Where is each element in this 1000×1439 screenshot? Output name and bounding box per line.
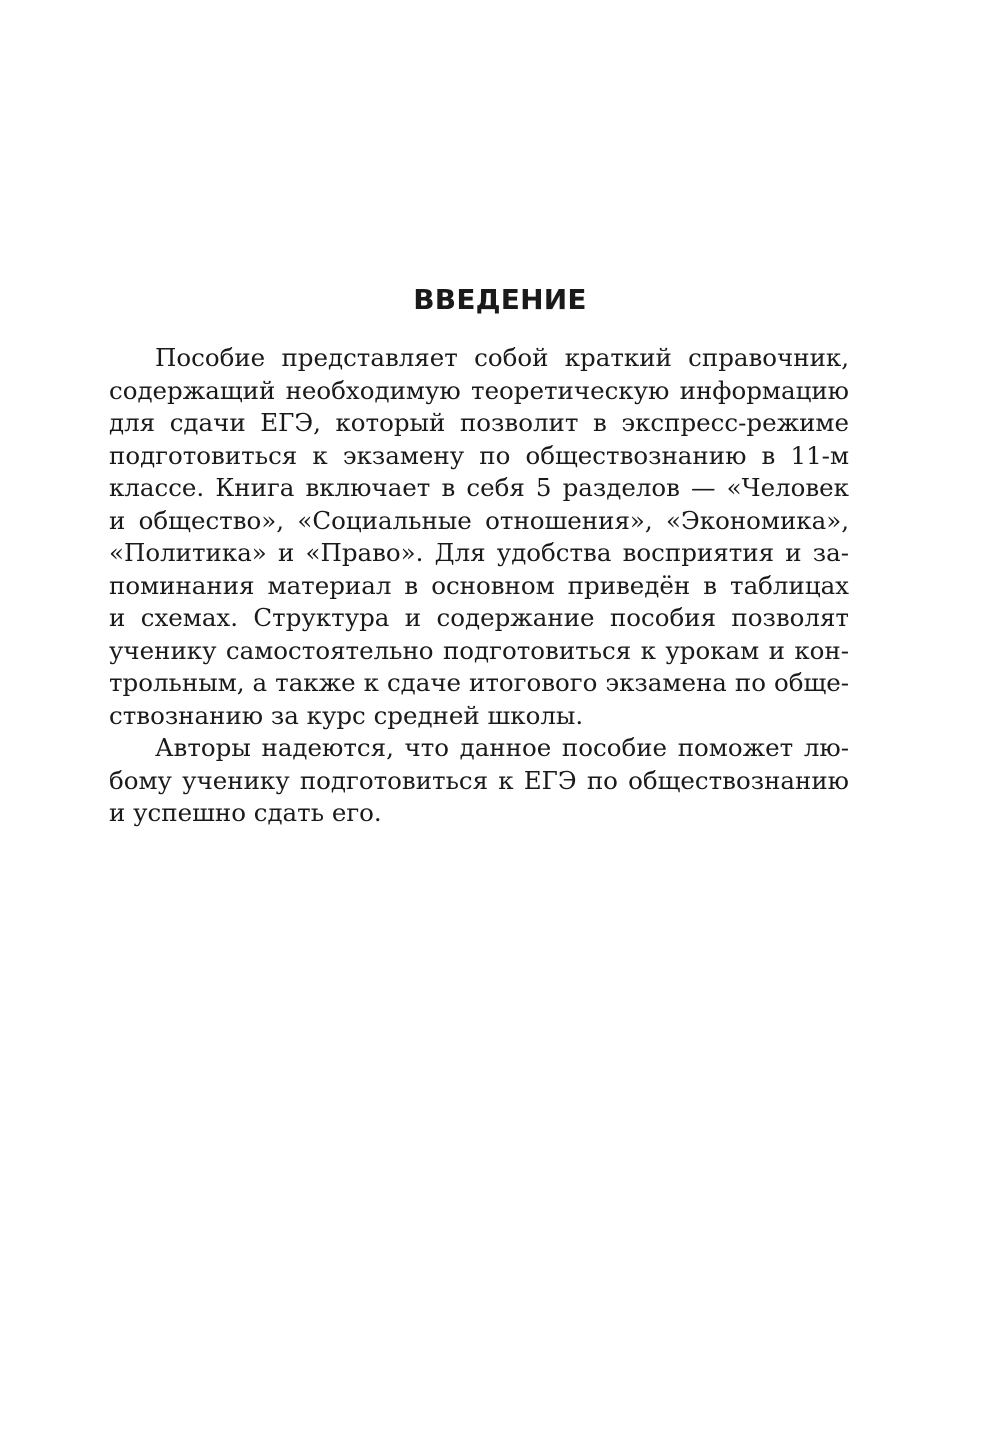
text-line: классе. Книга включает в себя 5 разделов — «Человек [109,473,849,502]
body-text [109,342,849,830]
text-line: трольным, а также к сдаче итогового экзамена по обще- [109,668,849,697]
text-line: для сдачи ЕГЭ, который позволит в экспресс-режиме [109,408,849,437]
text-line: Пособие представляет собой краткий справочник, [155,343,849,372]
text-line: подготовиться к экзамену по обществознанию в 11-м [109,440,849,470]
paragraph [109,342,849,732]
text-line: бому ученику подготовиться к ЕГЭ по обществознанию [109,765,849,795]
text-line: и общество», «Социальные отношения», «Экономика», [109,505,849,535]
text-line: Авторы надеются, что данное пособие поможет лю- [155,733,849,762]
page-title: ВВЕДЕНИЕ [413,283,587,316]
text-line: содержащий необходимую теоретическую информацию [109,375,849,405]
text-line: «Политика» и «Право». Для удобства восприятия и за- [109,538,849,567]
text-line: и схемах. Структура и содержание пособия позволят [109,603,849,632]
text-line: ствознанию за курс средней школы. [109,700,584,730]
text-line: ученику самостоятельно подготовиться к урокам и кон- [109,635,849,665]
paragraph [109,732,849,830]
text-line: и успешно сдать его. [109,798,382,827]
text-line: поминания материал в основном приведён в таблицах [109,570,849,600]
